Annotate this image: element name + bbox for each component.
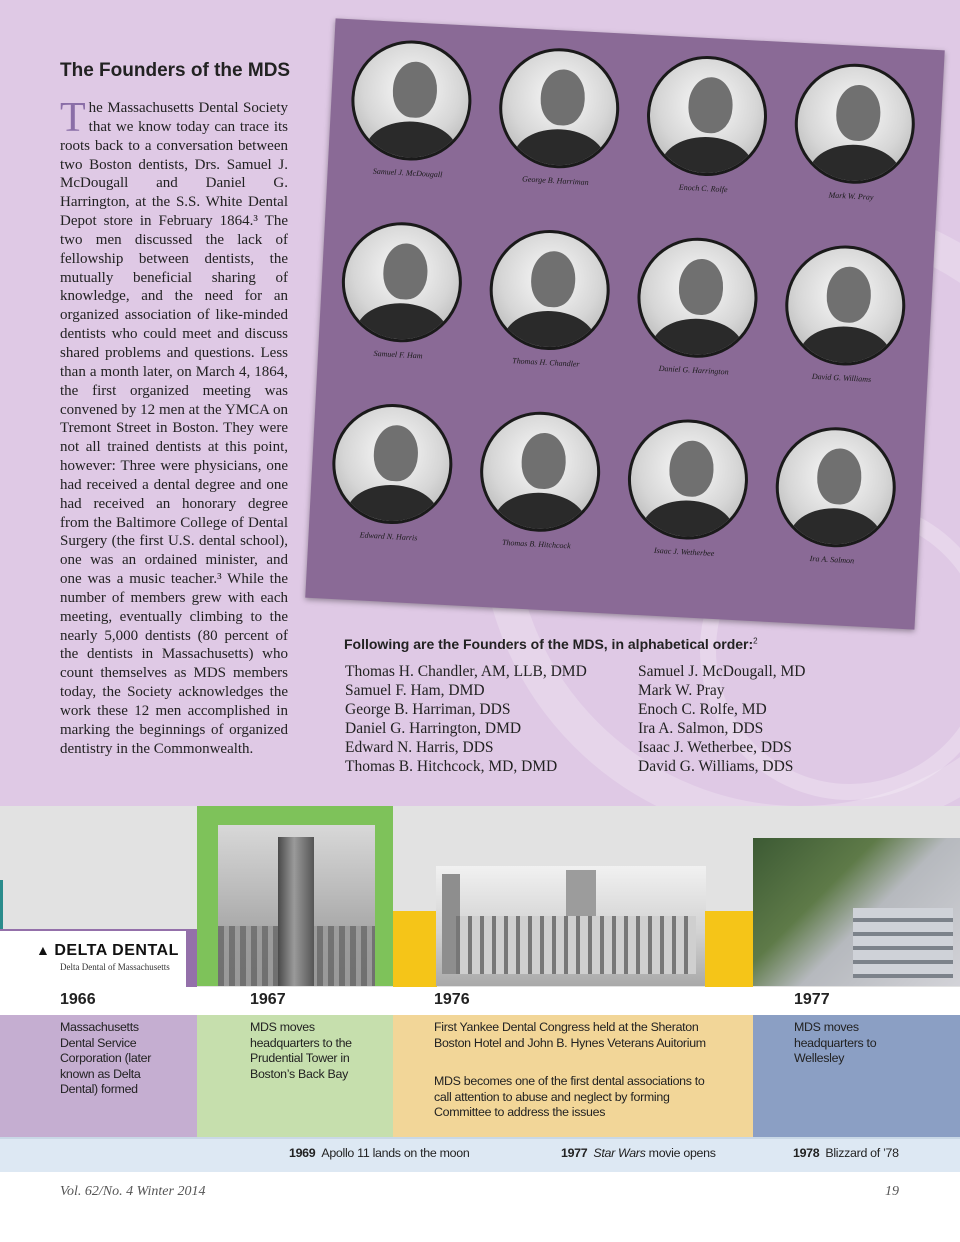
timeline-text: Massachusetts Dental Service Corporation (later known as Delta Dental) formed [60, 1020, 152, 1097]
founder-name: Thomas H. Chandler, AM, LLB, DMD [345, 663, 587, 680]
timeline-text: MDS moves headquarters to the Prudential Tower in Boston’s Back Bay [250, 1020, 352, 1081]
founders-heading [344, 636, 758, 652]
portrait-12 [773, 424, 899, 550]
founder-name: Edward N. Harris, DDS [345, 738, 494, 756]
world-event-year: 1969 [289, 1146, 316, 1160]
article-body [60, 95, 288, 759]
portrait-caption: Mark W. Pray [828, 190, 874, 202]
footnote-ref: 2 [753, 636, 758, 646]
delta-dental-logo [36, 942, 179, 960]
prudential-tower-photo [218, 825, 375, 986]
portrait-caption: David G. Williams [811, 371, 872, 384]
timeline-year: 1966 [60, 991, 96, 1008]
founder-name: Enoch C. Rolfe, MD [638, 700, 767, 718]
world-event-year: 1978 [793, 1146, 820, 1160]
portrait-2 [496, 45, 622, 171]
yellow-accent [393, 911, 437, 987]
portrait-caption: Samuel F. Ham [373, 348, 423, 361]
timeline-year: 1967 [250, 991, 286, 1008]
portrait-1 [348, 37, 474, 163]
founders-heading-text: Following are the Founders of the MDS, in alphabetical order: [344, 636, 754, 652]
delta-triangle-icon: ▲ [36, 942, 51, 958]
portrait-7 [634, 235, 760, 361]
timeline-year: 1977 [794, 991, 830, 1008]
issue-info: Vol. 62/No. 4 Winter 2014 [60, 1184, 206, 1199]
world-event [793, 1146, 899, 1160]
timeline-text: MDS moves headquarters to Wellesley [794, 1020, 877, 1066]
founder-name: Samuel J. McDougall, MD [638, 663, 806, 680]
portrait-10 [477, 409, 603, 535]
world-event-text: Blizzard of ’78 [825, 1146, 899, 1160]
world-event-text: movie opens [645, 1146, 716, 1160]
portrait-caption: Thomas B. Hitchcock [501, 537, 571, 551]
delta-logo-text: DELTA DENTAL [54, 942, 179, 959]
founder-name: Samuel F. Ham, DMD [345, 681, 485, 699]
portrait-8 [782, 242, 908, 368]
year-band [0, 987, 197, 1015]
portrait-11 [625, 416, 751, 542]
founder-name: Mark W. Pray [638, 681, 725, 699]
world-event [289, 1146, 469, 1160]
timeline-text-secondary: MDS becomes one of the first dental associations to call attention to abuse and neglect by forming Committee to address the issues [434, 1074, 705, 1120]
founder-name: Thomas B. Hitchcock, MD, DMD [345, 757, 558, 775]
founder-name: David G. Williams, DDS [638, 757, 794, 775]
founder-name: Daniel G. Harrington, DMD [345, 719, 522, 737]
portrait-caption: Ira A. Salmon [809, 553, 855, 566]
founder-name: Ira A. Salmon, DDS [638, 719, 764, 737]
article-title: The Founders of the MDS [60, 60, 291, 81]
drop-cap: T [60, 95, 86, 141]
portrait-5 [339, 219, 465, 345]
accent-edge [0, 880, 3, 930]
timeline-year: 1976 [434, 991, 470, 1008]
founder-name: Isaac J. Wetherbee, DDS [638, 738, 792, 756]
portrait-caption: George B. Harriman [521, 174, 589, 187]
timeline-text: First Yankee Dental Congress held at the Sheraton Boston Hotel and John B. Hynes Veterans Auitorium [434, 1020, 706, 1050]
founders-list-left [345, 663, 587, 776]
founder-name: George B. Harriman, DDS [345, 700, 511, 718]
world-event-text: Apollo 11 lands on the moon [321, 1146, 470, 1160]
portrait-caption: Edward N. Harris [359, 530, 418, 543]
portrait-caption: Isaac J. Wetherbee [653, 545, 715, 558]
year-band [197, 987, 393, 1015]
portrait-6 [487, 227, 613, 353]
portrait-4 [792, 61, 918, 187]
world-event-title: Star Wars [593, 1146, 646, 1160]
delta-logo-subtitle: Delta Dental of Massachusetts [60, 962, 170, 972]
portrait-3 [644, 53, 770, 179]
hynes-auditorium-photo [436, 866, 706, 986]
world-event-year: 1977 [561, 1146, 588, 1160]
founders-portrait-photo [305, 18, 945, 629]
portrait-caption: Daniel G. Harrington [658, 363, 729, 377]
founders-list-right [638, 663, 805, 776]
wellesley-building-photo [753, 838, 960, 986]
year-band [753, 987, 960, 1015]
portrait-caption: Thomas H. Chandler [512, 356, 580, 369]
portrait-caption: Enoch C. Rolfe [678, 182, 728, 195]
world-event [561, 1146, 716, 1160]
yellow-accent [705, 911, 753, 987]
portrait-9 [329, 401, 455, 527]
portrait-caption: Samuel J. McDougall [372, 166, 443, 180]
article-body-text: he Massachusetts Dental Society that we know today can trace its roots back to a conversation between two Boston dentists, Drs. Samuel J. McDougall and Daniel G. Harrington, at the S.S. White Dental Depot store in February 1864.³ The two men discussed the lack of fellowship between dentists, the mutually beneficial sharing of knowledge, and the need for an organized association of like-minded dentists who could meet and discuss shared problems and questions. Less than a month later, on March 4, 1864, the first organized meeting was convened by 12 men at the YMCA on Tremont Street in Boston. They were not all trained dentists at this point, however: Three were physicians, one had received a dental degree and one had received an honorary degree from the Baltimore College of Dental Surgery (the first U.S. dental school), one was an ordained minister, and one was a music teacher.³ While the number of members grew with each meeting, eventually climbing to the nearly 5,000 dentists (80 percent of the dentists in Massachusetts) who count themselves as MDS members today, the Society acknowledges the work these 12 men accomplished in marking the beginnings of organized dentistry in the Commonwealth. [60, 100, 288, 757]
page-number: 19 [885, 1184, 899, 1199]
